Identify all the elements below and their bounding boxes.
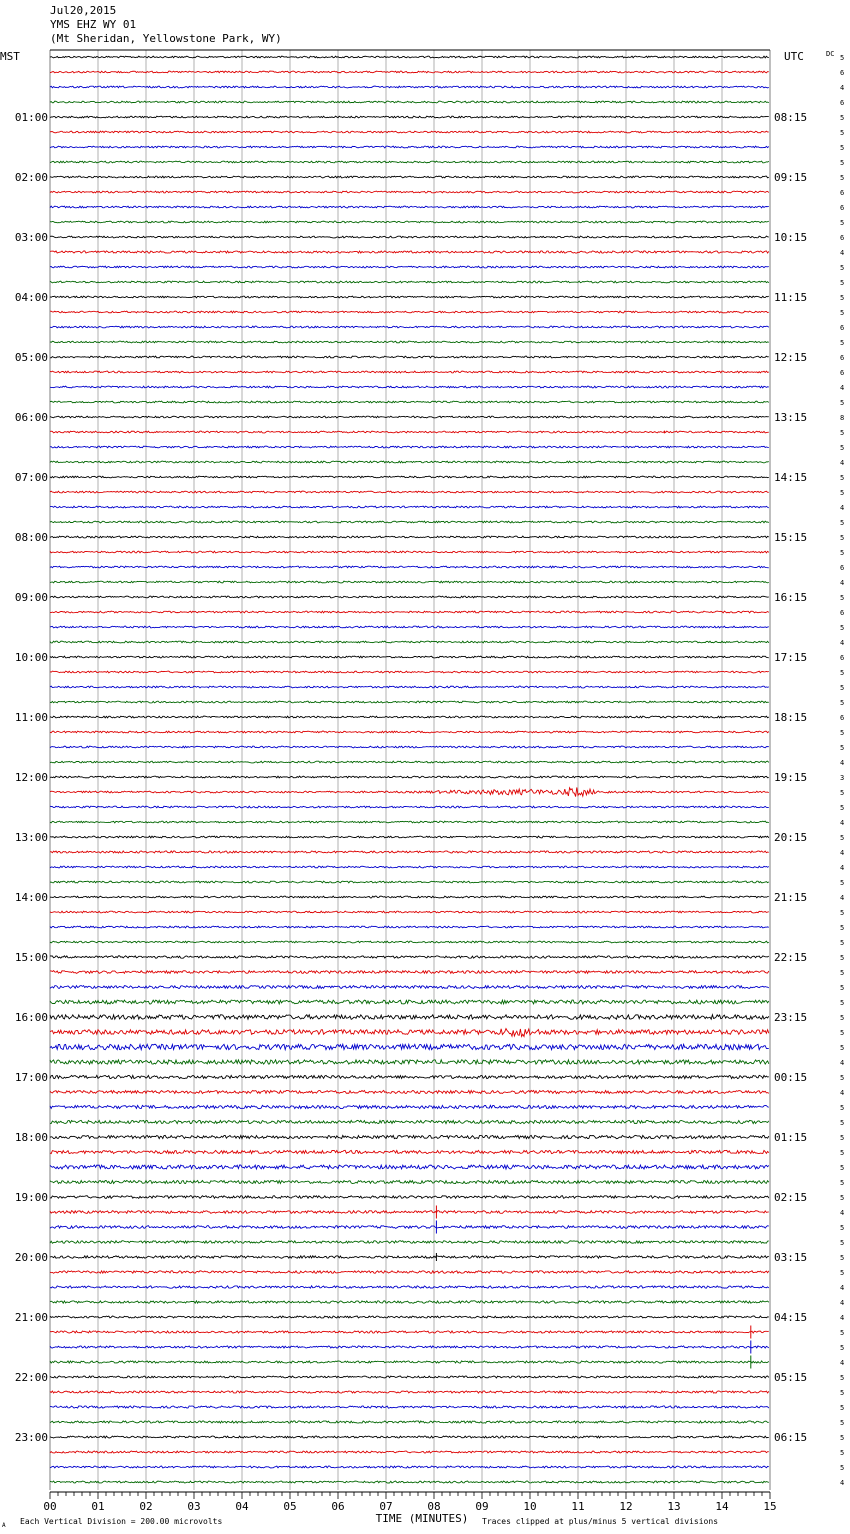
trace-line xyxy=(50,971,769,974)
trace-line xyxy=(50,521,769,523)
trace-line xyxy=(50,1331,769,1333)
trace-line xyxy=(50,926,769,928)
dc-value: 5 xyxy=(840,219,845,227)
dc-value: 6 xyxy=(840,654,845,662)
left-hour-label: 14:00 xyxy=(14,891,48,904)
trace-line xyxy=(50,1196,769,1199)
dc-value: 6 xyxy=(840,714,845,722)
dc-value: 5 xyxy=(840,114,845,122)
dc-value: 5 xyxy=(840,1239,845,1247)
dc-value: 6 xyxy=(840,204,845,212)
left-hour-label: 05:00 xyxy=(14,351,48,364)
date-title: Jul20,2015 xyxy=(50,4,117,17)
x-tick-label: 00 xyxy=(43,1500,57,1513)
trace-line xyxy=(50,491,769,493)
dc-value: 5 xyxy=(840,939,845,947)
x-tick-label: 13 xyxy=(667,1500,681,1513)
dc-value: 6 xyxy=(840,324,845,332)
x-tick-label: 15 xyxy=(763,1500,777,1513)
left-hour-label: 12:00 xyxy=(14,771,48,784)
right-hour-label: 20:15 xyxy=(774,831,808,844)
x-tick-label: 06 xyxy=(331,1500,345,1513)
dc-value: 4 xyxy=(840,249,845,257)
left-hour-label: 13:00 xyxy=(14,831,48,844)
trace-line xyxy=(50,206,769,208)
trace-line xyxy=(50,566,769,568)
dc-value: 5 xyxy=(840,1419,845,1427)
trace-line xyxy=(50,1105,769,1108)
trace-line xyxy=(50,431,769,433)
trace-line xyxy=(50,71,769,73)
dc-value: 5 xyxy=(840,1404,845,1412)
dc-value: 5 xyxy=(840,1269,845,1277)
trace-line xyxy=(50,881,769,883)
trace-line xyxy=(50,476,769,478)
dc-value: 6 xyxy=(840,354,845,362)
dc-value: 4 xyxy=(840,459,845,467)
trace-line xyxy=(50,1090,769,1093)
dc-value: 6 xyxy=(840,234,845,242)
dc-value: 5 xyxy=(840,984,845,992)
right-hour-label: 08:15 xyxy=(774,111,808,124)
dc-value: 5 xyxy=(840,1464,845,1472)
trace-line xyxy=(50,506,769,508)
trace-line xyxy=(50,596,769,598)
trace-line xyxy=(50,101,769,103)
right-hour-label: 18:15 xyxy=(774,711,808,724)
trace-line xyxy=(50,806,769,808)
dc-value: 5 xyxy=(840,1074,845,1082)
trace-line xyxy=(50,236,769,238)
dc-value: 5 xyxy=(840,519,845,527)
trace-line xyxy=(50,1286,769,1288)
trace-line xyxy=(50,1015,769,1019)
dc-value: 5 xyxy=(840,729,845,737)
x-axis-title: TIME (MINUTES) xyxy=(375,1512,469,1525)
trace-line xyxy=(50,416,769,418)
right-timezone-label: UTC xyxy=(784,50,804,63)
trace-line xyxy=(50,1060,769,1064)
trace-line xyxy=(50,956,769,958)
dc-value: 5 xyxy=(840,1029,845,1037)
right-hour-label: 02:15 xyxy=(774,1191,808,1204)
x-tick-label: 08 xyxy=(427,1500,441,1513)
left-hour-label: 02:00 xyxy=(14,171,48,184)
dc-value: 4 xyxy=(840,1359,845,1367)
left-hour-label: 08:00 xyxy=(14,531,48,544)
trace-line xyxy=(50,911,769,913)
trace-line xyxy=(50,191,769,193)
trace-line xyxy=(50,746,769,748)
dc-value: 5 xyxy=(840,669,845,677)
right-hour-label: 21:15 xyxy=(774,891,808,904)
right-hour-label: 17:15 xyxy=(774,651,808,664)
x-tick-label: 04 xyxy=(235,1500,249,1513)
left-hour-label: 15:00 xyxy=(14,951,48,964)
trace-line xyxy=(50,1361,769,1363)
dc-value: 5 xyxy=(840,1224,845,1232)
trace-line xyxy=(50,1346,769,1348)
dc-value: 6 xyxy=(840,69,845,77)
dc-value: 6 xyxy=(840,564,845,572)
trace-line xyxy=(50,1316,769,1318)
trace-line xyxy=(50,866,769,868)
right-hour-label: 15:15 xyxy=(774,531,808,544)
right-hour-label: 06:15 xyxy=(774,1431,808,1444)
trace-line xyxy=(50,386,769,388)
trace-line xyxy=(50,836,769,838)
dc-value: 4 xyxy=(840,504,845,512)
dc-value: 5 xyxy=(840,1014,845,1022)
dc-value: 5 xyxy=(840,534,845,542)
dc-value: 4 xyxy=(840,759,845,767)
trace-line xyxy=(50,611,769,613)
dc-value: 5 xyxy=(840,879,845,887)
dc-value: 5 xyxy=(840,624,845,632)
dc-value: 5 xyxy=(840,159,845,167)
x-tick-label: 12 xyxy=(619,1500,633,1513)
trace-line xyxy=(50,1256,769,1259)
dc-value: 5 xyxy=(840,594,845,602)
minute-gridlines xyxy=(50,50,770,1490)
trace-line xyxy=(50,311,769,313)
trace-line xyxy=(50,581,769,583)
dc-value: 4 xyxy=(840,639,845,647)
left-hour-label: 21:00 xyxy=(14,1311,48,1324)
x-tick-label: 07 xyxy=(379,1500,393,1513)
trace-line xyxy=(50,1075,769,1078)
dc-header-label: DC xyxy=(826,50,835,58)
dc-offset-values xyxy=(840,54,844,1487)
dc-value: 5 xyxy=(840,1389,845,1397)
dc-value: 5 xyxy=(840,399,845,407)
dc-value: 5 xyxy=(840,744,845,752)
dc-value: 8 xyxy=(840,414,845,422)
dc-value: 4 xyxy=(840,1089,845,1097)
dc-value: 4 xyxy=(840,1479,845,1487)
x-axis xyxy=(43,1492,776,1513)
trace-line xyxy=(50,551,769,553)
right-hour-label: 05:15 xyxy=(774,1371,808,1384)
trace-line xyxy=(50,1029,769,1037)
trace-line xyxy=(50,1165,769,1169)
right-hour-label: 13:15 xyxy=(774,411,808,424)
trace-line xyxy=(50,701,769,703)
trace-line xyxy=(50,821,769,823)
trace-line xyxy=(50,326,769,328)
trace-line xyxy=(50,56,769,58)
dc-value: 5 xyxy=(840,969,845,977)
dc-value: 5 xyxy=(840,1194,845,1202)
trace-line xyxy=(50,1226,769,1229)
dc-value: 4 xyxy=(840,1209,845,1217)
location-title: (Mt Sheridan, Yellowstone Park, WY) xyxy=(50,32,282,45)
dc-value: 5 xyxy=(840,129,845,137)
trace-line xyxy=(50,401,769,403)
trace-line xyxy=(50,1436,769,1438)
dc-value: 5 xyxy=(840,954,845,962)
trace-line xyxy=(50,776,769,778)
dc-value: 5 xyxy=(840,804,845,812)
dc-value: 5 xyxy=(840,999,845,1007)
dc-value: 5 xyxy=(840,1344,845,1352)
trace-line xyxy=(50,787,769,796)
trace-line xyxy=(50,116,769,118)
dc-value: 5 xyxy=(840,549,845,557)
dc-value: 5 xyxy=(840,1434,845,1442)
dc-value: 5 xyxy=(840,1149,845,1157)
x-tick-label: 03 xyxy=(187,1500,201,1513)
trace-line xyxy=(50,1406,769,1408)
trace-line xyxy=(50,1120,769,1123)
dc-value: 5 xyxy=(840,144,845,152)
x-tick-label: 01 xyxy=(91,1500,105,1513)
dc-value: 4 xyxy=(840,84,845,92)
right-hour-label: 19:15 xyxy=(774,771,808,784)
trace-line xyxy=(50,86,769,88)
dc-value: 5 xyxy=(840,1044,845,1052)
left-hour-label: 07:00 xyxy=(14,471,48,484)
trace-line xyxy=(50,221,769,223)
dc-value: 5 xyxy=(840,789,845,797)
dc-value: 4 xyxy=(840,819,845,827)
dc-value: 3 xyxy=(840,774,845,782)
dc-value: 5 xyxy=(840,489,845,497)
right-hour-label: 22:15 xyxy=(774,951,808,964)
dc-value: 5 xyxy=(840,699,845,707)
dc-value: 5 xyxy=(840,279,845,287)
right-hour-label: 14:15 xyxy=(774,471,808,484)
right-hour-label: 00:15 xyxy=(774,1071,808,1084)
right-hour-label: 11:15 xyxy=(774,291,808,304)
dc-value: 5 xyxy=(840,1329,845,1337)
dc-value: 6 xyxy=(840,189,845,197)
right-hour-label: 23:15 xyxy=(774,1011,808,1024)
dc-value: 5 xyxy=(840,1254,845,1262)
left-timezone-label: MST xyxy=(0,50,20,63)
left-hour-label: 11:00 xyxy=(14,711,48,724)
x-tick-label: 10 xyxy=(523,1500,537,1513)
left-hour-label: 18:00 xyxy=(14,1131,48,1144)
left-hour-label: 03:00 xyxy=(14,231,48,244)
x-tick-label: 02 xyxy=(139,1500,153,1513)
trace-line xyxy=(50,371,769,373)
trace-line xyxy=(50,281,769,283)
dc-value: 4 xyxy=(840,579,845,587)
dc-value: 5 xyxy=(840,1164,845,1172)
dc-value: 6 xyxy=(840,369,845,377)
dc-value: 5 xyxy=(840,924,845,932)
dc-value: 5 xyxy=(840,1134,845,1142)
trace-line xyxy=(50,1044,769,1049)
dc-value: 6 xyxy=(840,609,845,617)
trace-line xyxy=(50,146,769,148)
right-hour-label: 04:15 xyxy=(774,1311,808,1324)
left-hour-label: 17:00 xyxy=(14,1071,48,1084)
trace-line xyxy=(50,356,769,358)
trace-line xyxy=(50,446,769,448)
right-hour-label: 12:15 xyxy=(774,351,808,364)
corner-mark: A xyxy=(2,1522,6,1529)
dc-value: 5 xyxy=(840,174,845,182)
trace-line xyxy=(50,1301,769,1303)
trace-line xyxy=(50,1150,769,1153)
trace-line xyxy=(50,536,769,538)
trace-line xyxy=(50,896,769,898)
dc-value: 4 xyxy=(840,1284,845,1292)
dc-value: 4 xyxy=(840,1059,845,1067)
trace-line xyxy=(50,1421,769,1423)
trace-line xyxy=(50,1000,769,1004)
trace-line xyxy=(50,1391,769,1393)
trace-line xyxy=(50,161,769,163)
trace-line xyxy=(50,1376,769,1378)
dc-value: 5 xyxy=(840,1119,845,1127)
dc-value: 5 xyxy=(840,1179,845,1187)
trace-line xyxy=(50,1451,769,1453)
clip-note: Traces clipped at plus/minus 5 vertical divisions xyxy=(482,1517,719,1526)
left-hour-label: 09:00 xyxy=(14,591,48,604)
dc-value: 5 xyxy=(840,909,845,917)
dc-value: 5 xyxy=(840,444,845,452)
trace-line xyxy=(50,1466,769,1468)
dc-value: 5 xyxy=(840,429,845,437)
dc-value: 4 xyxy=(840,1299,845,1307)
trace-line xyxy=(50,131,769,133)
left-hour-label: 22:00 xyxy=(14,1371,48,1384)
trace-line xyxy=(50,1241,769,1244)
trace-line xyxy=(50,296,769,298)
x-tick-label: 09 xyxy=(475,1500,489,1513)
dc-value: 4 xyxy=(840,384,845,392)
right-hour-label: 09:15 xyxy=(774,171,808,184)
trace-line xyxy=(50,1180,769,1183)
trace-line xyxy=(50,641,769,643)
left-hour-label: 06:00 xyxy=(14,411,48,424)
dc-value: 4 xyxy=(840,894,845,902)
dc-value: 5 xyxy=(840,1449,845,1457)
trace-line xyxy=(50,1135,769,1138)
dc-value: 5 xyxy=(840,1104,845,1112)
trace-line xyxy=(50,986,769,989)
right-hour-label: 16:15 xyxy=(774,591,808,604)
x-tick-label: 11 xyxy=(571,1500,585,1513)
trace-line xyxy=(50,656,769,658)
right-hour-label: 10:15 xyxy=(774,231,808,244)
trace-line xyxy=(50,686,769,688)
left-hour-label: 20:00 xyxy=(14,1251,48,1264)
scale-note: Each Vertical Division = 200.00 microvolts xyxy=(20,1517,223,1526)
dc-value: 5 xyxy=(840,684,845,692)
trace-line xyxy=(50,176,769,178)
left-hour-label: 01:00 xyxy=(14,111,48,124)
trace-line xyxy=(50,1211,769,1214)
left-hour-label: 16:00 xyxy=(14,1011,48,1024)
station-title: YMS EHZ WY 01 xyxy=(50,18,137,31)
right-hour-label: 01:15 xyxy=(774,1131,808,1144)
dc-value: 5 xyxy=(840,474,845,482)
dc-value: 4 xyxy=(840,1314,845,1322)
dc-value: 5 xyxy=(840,264,845,272)
trace-line xyxy=(50,266,769,268)
trace-line xyxy=(50,941,769,943)
left-hour-label: 10:00 xyxy=(14,651,48,664)
seismic-traces xyxy=(50,56,769,1483)
x-tick-label: 05 xyxy=(283,1500,297,1513)
left-hour-label: 04:00 xyxy=(14,291,48,304)
dc-value: 5 xyxy=(840,1374,845,1382)
trace-line xyxy=(50,1481,769,1483)
dc-value: 4 xyxy=(840,864,845,872)
dc-value: 5 xyxy=(840,294,845,302)
trace-line xyxy=(50,716,769,718)
dc-value: 5 xyxy=(840,54,845,62)
left-hour-label: 23:00 xyxy=(14,1431,48,1444)
dc-value: 5 xyxy=(840,309,845,317)
dc-value: 6 xyxy=(840,99,845,107)
trace-line xyxy=(50,671,769,673)
trace-line xyxy=(50,626,769,628)
x-tick-label: 14 xyxy=(715,1500,729,1513)
left-hour-label: 19:00 xyxy=(14,1191,48,1204)
dc-value: 5 xyxy=(840,834,845,842)
trace-line xyxy=(50,341,769,343)
trace-line xyxy=(50,761,769,763)
trace-line xyxy=(50,251,769,253)
dc-value: 5 xyxy=(840,339,845,347)
right-hour-label: 03:15 xyxy=(774,1251,808,1264)
dc-value: 4 xyxy=(840,849,845,857)
trace-line xyxy=(50,731,769,733)
trace-line xyxy=(50,851,769,853)
trace-line xyxy=(50,461,769,463)
trace-line xyxy=(50,1271,769,1274)
